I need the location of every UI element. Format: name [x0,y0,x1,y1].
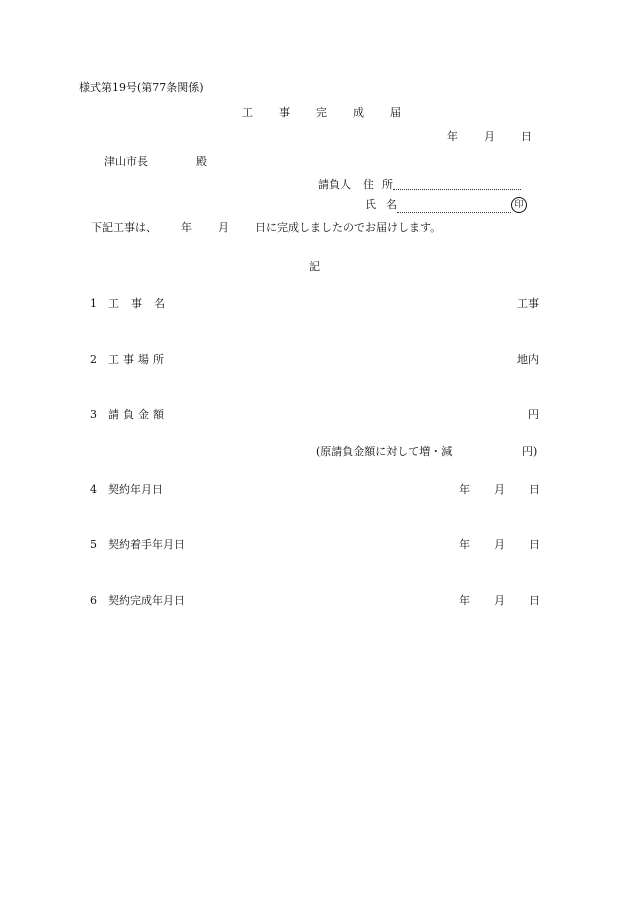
item-number: 6 [90,594,97,607]
statement-line [91,222,441,233]
addressee-name: 津山市長 [104,155,148,168]
applicant-name-row [365,197,527,213]
item-number: 5 [90,538,97,551]
item-label-char: 所 [153,353,164,366]
item-label-char: 事 [131,297,142,310]
form-number: 様式第19号(第77条関係) [79,81,204,94]
name-label-char: 名 [386,198,397,211]
item-label-char: 額 [153,408,164,421]
date-year: 年 [459,594,470,607]
statement-month: 月 [218,221,229,234]
seal-mark: 印 [511,197,527,213]
item-label-char: 場 [138,353,149,366]
date-month: 月 [494,483,505,496]
date-month: 月 [494,594,505,607]
date-item-label: 契約完成年月日 [108,594,185,607]
item-label-char: 請 [108,408,119,421]
item-row-3 [90,409,164,420]
item-label-char: 事 [123,353,134,366]
item-suffix-3: 円 [528,408,539,421]
addressee-honorific: 殿 [196,155,207,168]
ki-heading: 記 [309,260,320,273]
item-number: 3 [90,408,97,421]
item-suffix-2: 地内 [517,353,539,366]
applicant-address-row [318,179,521,190]
date-item-label: 契約年月日 [108,483,163,496]
document-title [242,107,401,118]
address-field[interactable] [393,179,521,190]
date-month: 月 [494,538,505,551]
date-item-date-5 [459,539,540,550]
item-label-char: 名 [154,297,165,310]
item-number: 2 [90,353,97,366]
date-item-date-4 [459,484,540,495]
item-number: 1 [90,297,97,310]
date-year: 年 [459,538,470,551]
name-label-char: 氏 [365,198,376,211]
date-year: 年 [459,483,470,496]
date-day: 日 [529,594,540,607]
address-label-char: 住 [363,178,374,191]
title-char: 届 [390,106,401,119]
title-char: 成 [353,106,364,119]
item-label-char: 工 [108,353,119,366]
date-item-row-5 [90,539,185,550]
title-char: 完 [316,106,327,119]
date-day: 日 [529,483,540,496]
date-day: 日 [521,130,532,143]
statement-suffix: 日に完成しましたのでお届けします。 [255,221,442,234]
item-row-2 [90,354,164,365]
date-item-label: 契約着手年月日 [108,538,185,551]
date-month: 月 [484,130,495,143]
date-item-row-4 [90,484,163,495]
title-char: 事 [279,106,290,119]
item-label-char: 金 [138,408,149,421]
item-label-char: 負 [123,408,134,421]
item-number: 4 [90,483,97,496]
original-amount-prefix: (原請負金額に対して増・減 [316,445,453,458]
statement-year: 年 [181,221,192,234]
date-line [447,131,532,142]
title-char: 工 [242,106,253,119]
date-item-row-6 [90,595,185,606]
address-label-char: 所 [382,178,393,191]
name-field[interactable] [397,202,511,213]
item-suffix-1: 工事 [517,297,539,310]
original-amount-suffix: 円) [522,445,538,458]
applicant-role: 請負人 [318,178,351,191]
date-year: 年 [447,130,458,143]
date-day: 日 [529,538,540,551]
date-item-date-6 [459,595,540,606]
item-row-1 [90,298,165,309]
statement-prefix: 下記工事は、 [91,221,157,234]
item-label-char: 工 [108,297,119,310]
